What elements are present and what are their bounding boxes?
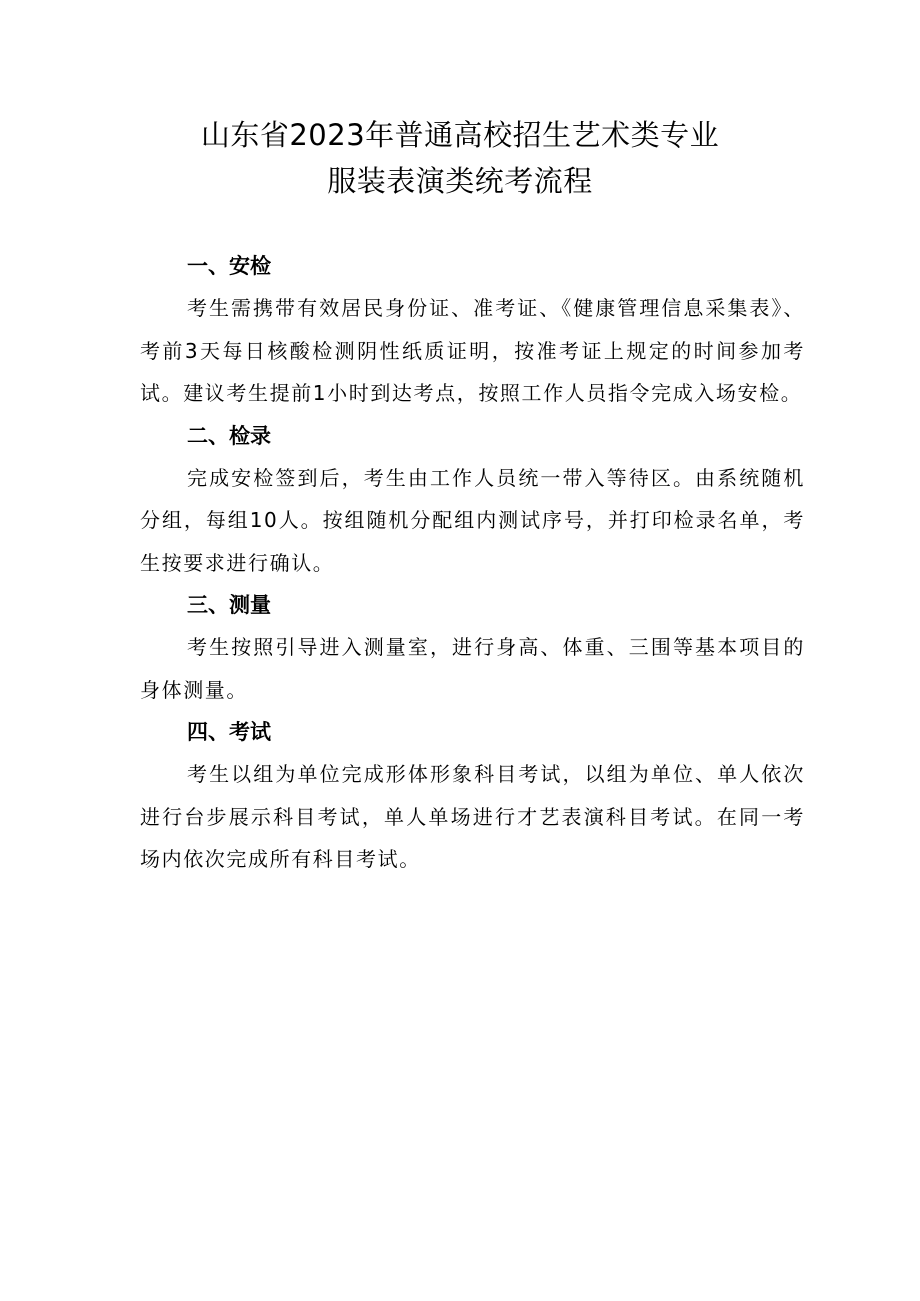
document-title [0,112,920,204]
section-paragraph: 考生以组为单位完成形体形象科目考试，以组为单位、单人依次进行台步展示科目考试，单人单场进行才艺表演科目考试。在同一考场内依次完成所有科目考试。 [140,762,805,871]
section-measurement [140,584,805,711]
section-security-check [140,245,805,415]
section-paragraph: 考生按照引导进入测量室，进行身高、体重、三围等基本项目的身体测量。 [140,635,805,702]
section-heading: 二、检录 [187,423,271,448]
section-check-in [140,415,805,585]
section-heading: 四、考试 [187,720,271,744]
section-exam [140,711,805,881]
section-paragraph: 完成安检签到后，考生由工作人员统一带入等待区。由系统随机分组，每组10人。按组随机分配组内测试序号，并打印检录名单，考生按要求进行确认。 [140,465,805,575]
section-heading: 一、安检 [187,254,271,278]
title-line-2: 服装表演类统考流程 [327,164,593,198]
title-line-1: 山东省2023年普通高校招生艺术类专业 [200,118,720,152]
section-heading: 三、测量 [187,593,271,617]
document-body [140,245,805,881]
section-paragraph: 考生需携带有效居民身份证、准考证、《健康管理信息采集表》、考前3天每日核酸检测阴性纸质证明，按准考证上规定的时间参加考试。建议考生提前1小时到达考点，按照工作人员指令完成入场安检。 [140,296,805,405]
